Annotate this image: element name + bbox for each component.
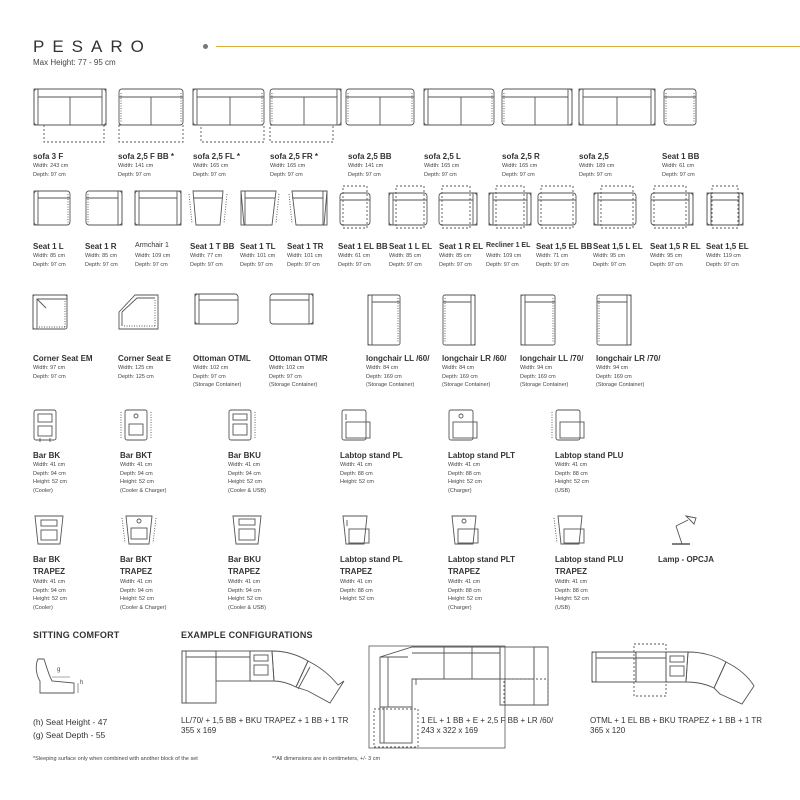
row4-spec: Width: 41 cm Depth: 88 cm Height: 52 cm (Charger) — [448, 462, 482, 494]
row4-diagrams — [0, 405, 800, 445]
row3-diagrams — [0, 288, 800, 348]
row5-label: Labtop stand PLU — [555, 555, 624, 564]
seat-1r-diagram — [86, 191, 122, 225]
row2-spec: Width: 101 cm Depth: 97 cm — [287, 253, 323, 268]
corner-seat-e-diagram — [119, 295, 158, 329]
row2-label: Seat 1,5 EL — [706, 242, 749, 251]
footnote-dimensions: **All dimensions are in centimeters, +/- 3 cm — [272, 756, 381, 762]
lamp-icon — [672, 516, 696, 544]
row1-spec: Width: 243 cm Depth: 97 cm — [33, 163, 69, 178]
row5-spec: Width: 41 cm Depth: 94 cm Height: 52 cm (Cooler & USB) — [228, 579, 266, 611]
row4-label: Labtop stand PLT — [448, 451, 515, 460]
row1-label: Seat 1 BB — [662, 152, 700, 161]
row5-label-2: TRAPEZ — [340, 567, 372, 576]
sofa-25bb-diagram — [346, 89, 414, 125]
row3-label: Ottoman OTML — [193, 354, 251, 363]
seat-height-mark: h — [80, 680, 84, 686]
sofa-25l-diagram — [424, 89, 494, 125]
row3-spec: Width: 94 cm Depth: 169 cm (Storage Container) — [596, 365, 645, 388]
row3-spec: Width: 125 cm Depth: 125 cm — [118, 365, 154, 380]
seat-1tbb-diagram — [189, 191, 227, 225]
longchair-lr70-diagram — [597, 295, 631, 345]
row4-label: Labtop stand PL — [340, 451, 403, 460]
seat-depth-mark: g — [57, 667, 61, 673]
sofa-25r-diagram — [502, 89, 572, 125]
sofa-25fr-diagram — [270, 89, 341, 142]
longchair-ll60-diagram — [368, 295, 400, 345]
row3-label: longchair LL /70/ — [520, 354, 584, 363]
row2-label: Seat 1 EL BB — [338, 242, 388, 251]
row1-label: sofa 2,5 FL * — [193, 152, 240, 161]
seat-15elbb-diagram — [538, 186, 576, 228]
row2-spec: Width: 119 cm Depth: 97 cm — [706, 253, 741, 268]
row5-label-2: TRAPEZ — [120, 567, 152, 576]
row2-label: Seat 1 L EL — [389, 242, 432, 251]
row2-label: Seat 1,5 EL BB — [536, 242, 593, 251]
row1-spec: Width: 165 cm Depth: 97 cm — [424, 163, 460, 178]
row4-label: Bar BKT — [120, 451, 153, 460]
row5-label: Bar BKU — [228, 555, 261, 564]
row2-spec: Width: 85 cm Depth: 97 cm — [389, 253, 422, 268]
row1-spec: Width: 165 cm Depth: 97 cm — [270, 163, 306, 178]
row3-label: longchair LR /70/ — [596, 354, 661, 363]
seat-15el-diagram — [707, 186, 743, 228]
row2-label: Armchair 1 — [135, 242, 169, 249]
row4-spec: Width: 41 cm Depth: 94 cm Height: 52 cm (Cooler) — [33, 462, 67, 494]
row5-label-2: TRAPEZ — [228, 567, 260, 576]
row2-label: Seat 1 TL — [240, 242, 276, 251]
row5-spec: Width: 41 cm Depth: 94 cm Height: 52 cm (Cooler & Charger) — [120, 579, 167, 611]
seat-15lel-diagram — [594, 186, 636, 228]
row2-diagrams — [0, 183, 800, 233]
row2-spec: Width: 85 cm Depth: 97 cm — [33, 253, 66, 268]
row4-spec: Width: 41 cm Depth: 88 cm Height: 52 cm (USB) — [555, 462, 589, 494]
config-1-text: LL/70/ + 1,5 BB + BKU TRAPEZ + 1 BB + 1 TR 355 x 169 — [181, 716, 349, 735]
seat-1elbb-diagram — [340, 186, 370, 228]
config-3-text: OTML + 1 EL BB + BKU TRAPEZ + 1 BB + 1 TR 365 x 120 — [590, 716, 763, 735]
seat-height-text: (h) Seat Height - 47 — [33, 717, 108, 727]
row2-spec: Width: 61 cm Depth: 97 cm — [338, 253, 371, 268]
row2-label: Seat 1 R — [85, 242, 117, 251]
title-dot — [203, 44, 208, 49]
sofa-25fbb-diagram — [119, 89, 183, 142]
row5-label: Bar BKT — [120, 555, 153, 564]
row1-label: sofa 2,5 BB — [348, 152, 392, 161]
row2-spec: Width: 101 cm Depth: 97 cm — [240, 253, 276, 268]
row4-spec: Width: 41 cm Depth: 94 cm Height: 52 cm (Cooler & USB) — [228, 462, 266, 494]
row1-label: sofa 2,5 FR * — [270, 152, 319, 161]
corner-seat-em-diagram — [33, 295, 67, 329]
row5-spec: Width: 41 cm Depth: 88 cm Height: 52 cm — [340, 579, 374, 602]
row1-label: sofa 2,5 L — [424, 152, 461, 161]
row3-label: Corner Seat EM — [33, 354, 93, 363]
seat-depth-text: (g) Seat Depth - 55 — [33, 730, 106, 740]
row2-label: Seat 1,5 L EL — [593, 242, 643, 251]
row1-label: sofa 2,5 R — [502, 152, 540, 161]
config-1-diagram — [180, 645, 355, 710]
seat-1tl-diagram — [241, 191, 279, 225]
row2-spec: Width: 71 cm Depth: 97 cm — [536, 253, 569, 268]
row1-diagrams — [0, 84, 800, 150]
row4-spec: Width: 41 cm Depth: 88 cm Height: 52 cm — [340, 462, 374, 485]
seat-1tr-diagram — [289, 191, 327, 225]
row4-label: Bar BKU — [228, 451, 261, 460]
sofa-25-diagram — [579, 89, 655, 125]
armchair-1-diagram — [135, 191, 181, 225]
config-3-diagram — [590, 642, 765, 712]
row2-spec: Width: 85 cm Depth: 97 cm — [85, 253, 118, 268]
row4-label: Bar BK — [33, 451, 61, 460]
row1-spec: Width: 141 cm Depth: 97 cm — [348, 163, 384, 178]
row2-spec: Width: 95 cm Depth: 97 cm — [650, 253, 683, 268]
row5-diagrams — [0, 512, 800, 548]
row5-label: Labtop stand PLT — [448, 555, 515, 564]
row2-label: Seat 1 TR — [287, 242, 324, 251]
seat-1rel-diagram — [439, 186, 477, 228]
row2-spec: Width: 95 cm Depth: 97 cm — [593, 253, 626, 268]
row3-spec: Width: 97 cm Depth: 97 cm — [33, 365, 66, 380]
row3-spec: Width: 102 cm Depth: 97 cm (Storage Container) — [193, 365, 242, 388]
recliner-1el-diagram — [489, 186, 531, 228]
labtop-plt-diagram — [449, 410, 477, 440]
row1-spec: Width: 189 cm Depth: 97 cm — [579, 163, 615, 178]
row5-spec: Width: 41 cm Depth: 88 cm Height: 52 cm (USB) — [555, 579, 589, 611]
seat-1l-diagram — [34, 191, 70, 225]
labtop-pl-diagram — [342, 410, 370, 440]
row5-spec: Width: 41 cm Depth: 88 cm Height: 52 cm (Charger) — [448, 579, 482, 611]
row4-spec: Width: 41 cm Depth: 94 cm Height: 52 cm (Cooler & Charger) — [120, 462, 167, 494]
row2-spec: Width: 77 cm Depth: 97 cm — [190, 253, 223, 268]
bar-bkt-diagram — [121, 410, 151, 440]
labtop-plu-diagram — [552, 410, 584, 440]
row5-label: Bar BK — [33, 555, 61, 564]
row1-spec: Width: 141 cm Depth: 97 cm — [118, 163, 154, 178]
longchair-ll70-diagram — [521, 295, 555, 345]
labtop-plu-trapez-diagram — [554, 516, 584, 544]
config-2-text: 1 EL + 1 BB + E + 2,5 F BB + LR /60/ 243 x 322 x 169 — [421, 716, 554, 735]
row2-label: Seat 1 L — [33, 242, 64, 251]
row5-label-2: TRAPEZ — [33, 567, 65, 576]
sofa-3f-diagram — [34, 89, 106, 142]
row1-spec: Width: 165 cm Depth: 97 cm — [193, 163, 229, 178]
row3-label: longchair LL /60/ — [366, 354, 430, 363]
row2-label: Seat 1 T BB — [190, 242, 235, 251]
bar-bkt-trapez-diagram — [122, 516, 156, 544]
sitting-comfort-heading: SITTING COMFORT — [33, 630, 120, 640]
row1-spec: Width: 61 cm Depth: 97 cm — [662, 163, 695, 178]
bar-bku-diagram — [229, 410, 255, 440]
labtop-plt-trapez-diagram — [452, 516, 478, 544]
lamp-label: Lamp - OPCJA — [658, 555, 715, 564]
row5-label-2: TRAPEZ — [555, 567, 587, 576]
row2-label: Seat 1 R EL — [439, 242, 484, 251]
sofa-25fl-diagram — [193, 89, 264, 142]
row5-label: Labtop stand PL — [340, 555, 403, 564]
row3-spec: Width: 84 cm Depth: 169 cm (Storage Container) — [366, 365, 415, 388]
row1-label: sofa 2,5 F BB * — [118, 152, 175, 161]
title-rule — [216, 46, 800, 47]
longchair-lr60-diagram — [443, 295, 475, 345]
ottoman-otml-diagram — [195, 294, 238, 324]
row2-label: Recliner 1 EL — [486, 242, 531, 249]
row3-label: Ottoman OTMR — [269, 354, 328, 363]
row2-spec: Width: 109 cm Depth: 97 cm — [135, 253, 171, 268]
row2-label: Seat 1,5 R EL — [650, 242, 701, 251]
row1-label: sofa 3 F — [33, 152, 64, 161]
example-configurations-heading: EXAMPLE CONFIGURATIONS — [181, 630, 313, 640]
seat-1bb-diagram — [664, 89, 696, 125]
row1-label: sofa 2,5 — [579, 152, 609, 161]
row1-spec: Width: 165 cm Depth: 97 cm — [502, 163, 538, 178]
row5-label-2: TRAPEZ — [448, 567, 480, 576]
seat-15rel-diagram — [651, 186, 693, 228]
footnote-sleeping: *Sleeping surface only when combined with another block of the set — [33, 756, 198, 762]
row3-label: longchair LR /60/ — [442, 354, 507, 363]
row5-spec: Width: 41 cm Depth: 94 cm Height: 52 cm (Cooler) — [33, 579, 67, 611]
row4-label: Labtop stand PLU — [555, 451, 624, 460]
bar-bk-trapez-diagram — [35, 516, 63, 544]
page-subtitle: Max Height: 77 - 95 cm — [33, 58, 116, 67]
bar-bk-diagram — [34, 410, 56, 442]
page-title: PESARO — [33, 37, 152, 56]
row3-spec: Width: 94 cm Depth: 169 cm (Storage Container) — [520, 365, 569, 388]
row3-label: Corner Seat E — [118, 354, 171, 363]
row2-spec: Width: 109 cm Depth: 97 cm — [486, 253, 522, 268]
row3-spec: Width: 102 cm Depth: 97 cm (Storage Container) — [269, 365, 318, 388]
row2-spec: Width: 85 cm Depth: 97 cm — [439, 253, 472, 268]
ottoman-otmr-diagram — [270, 294, 313, 324]
bar-bku-trapez-diagram — [233, 516, 261, 544]
labtop-pl-trapez-diagram — [343, 516, 369, 544]
row3-spec: Width: 84 cm Depth: 169 cm (Storage Container) — [442, 365, 491, 388]
seat-1lel-diagram — [389, 186, 427, 228]
